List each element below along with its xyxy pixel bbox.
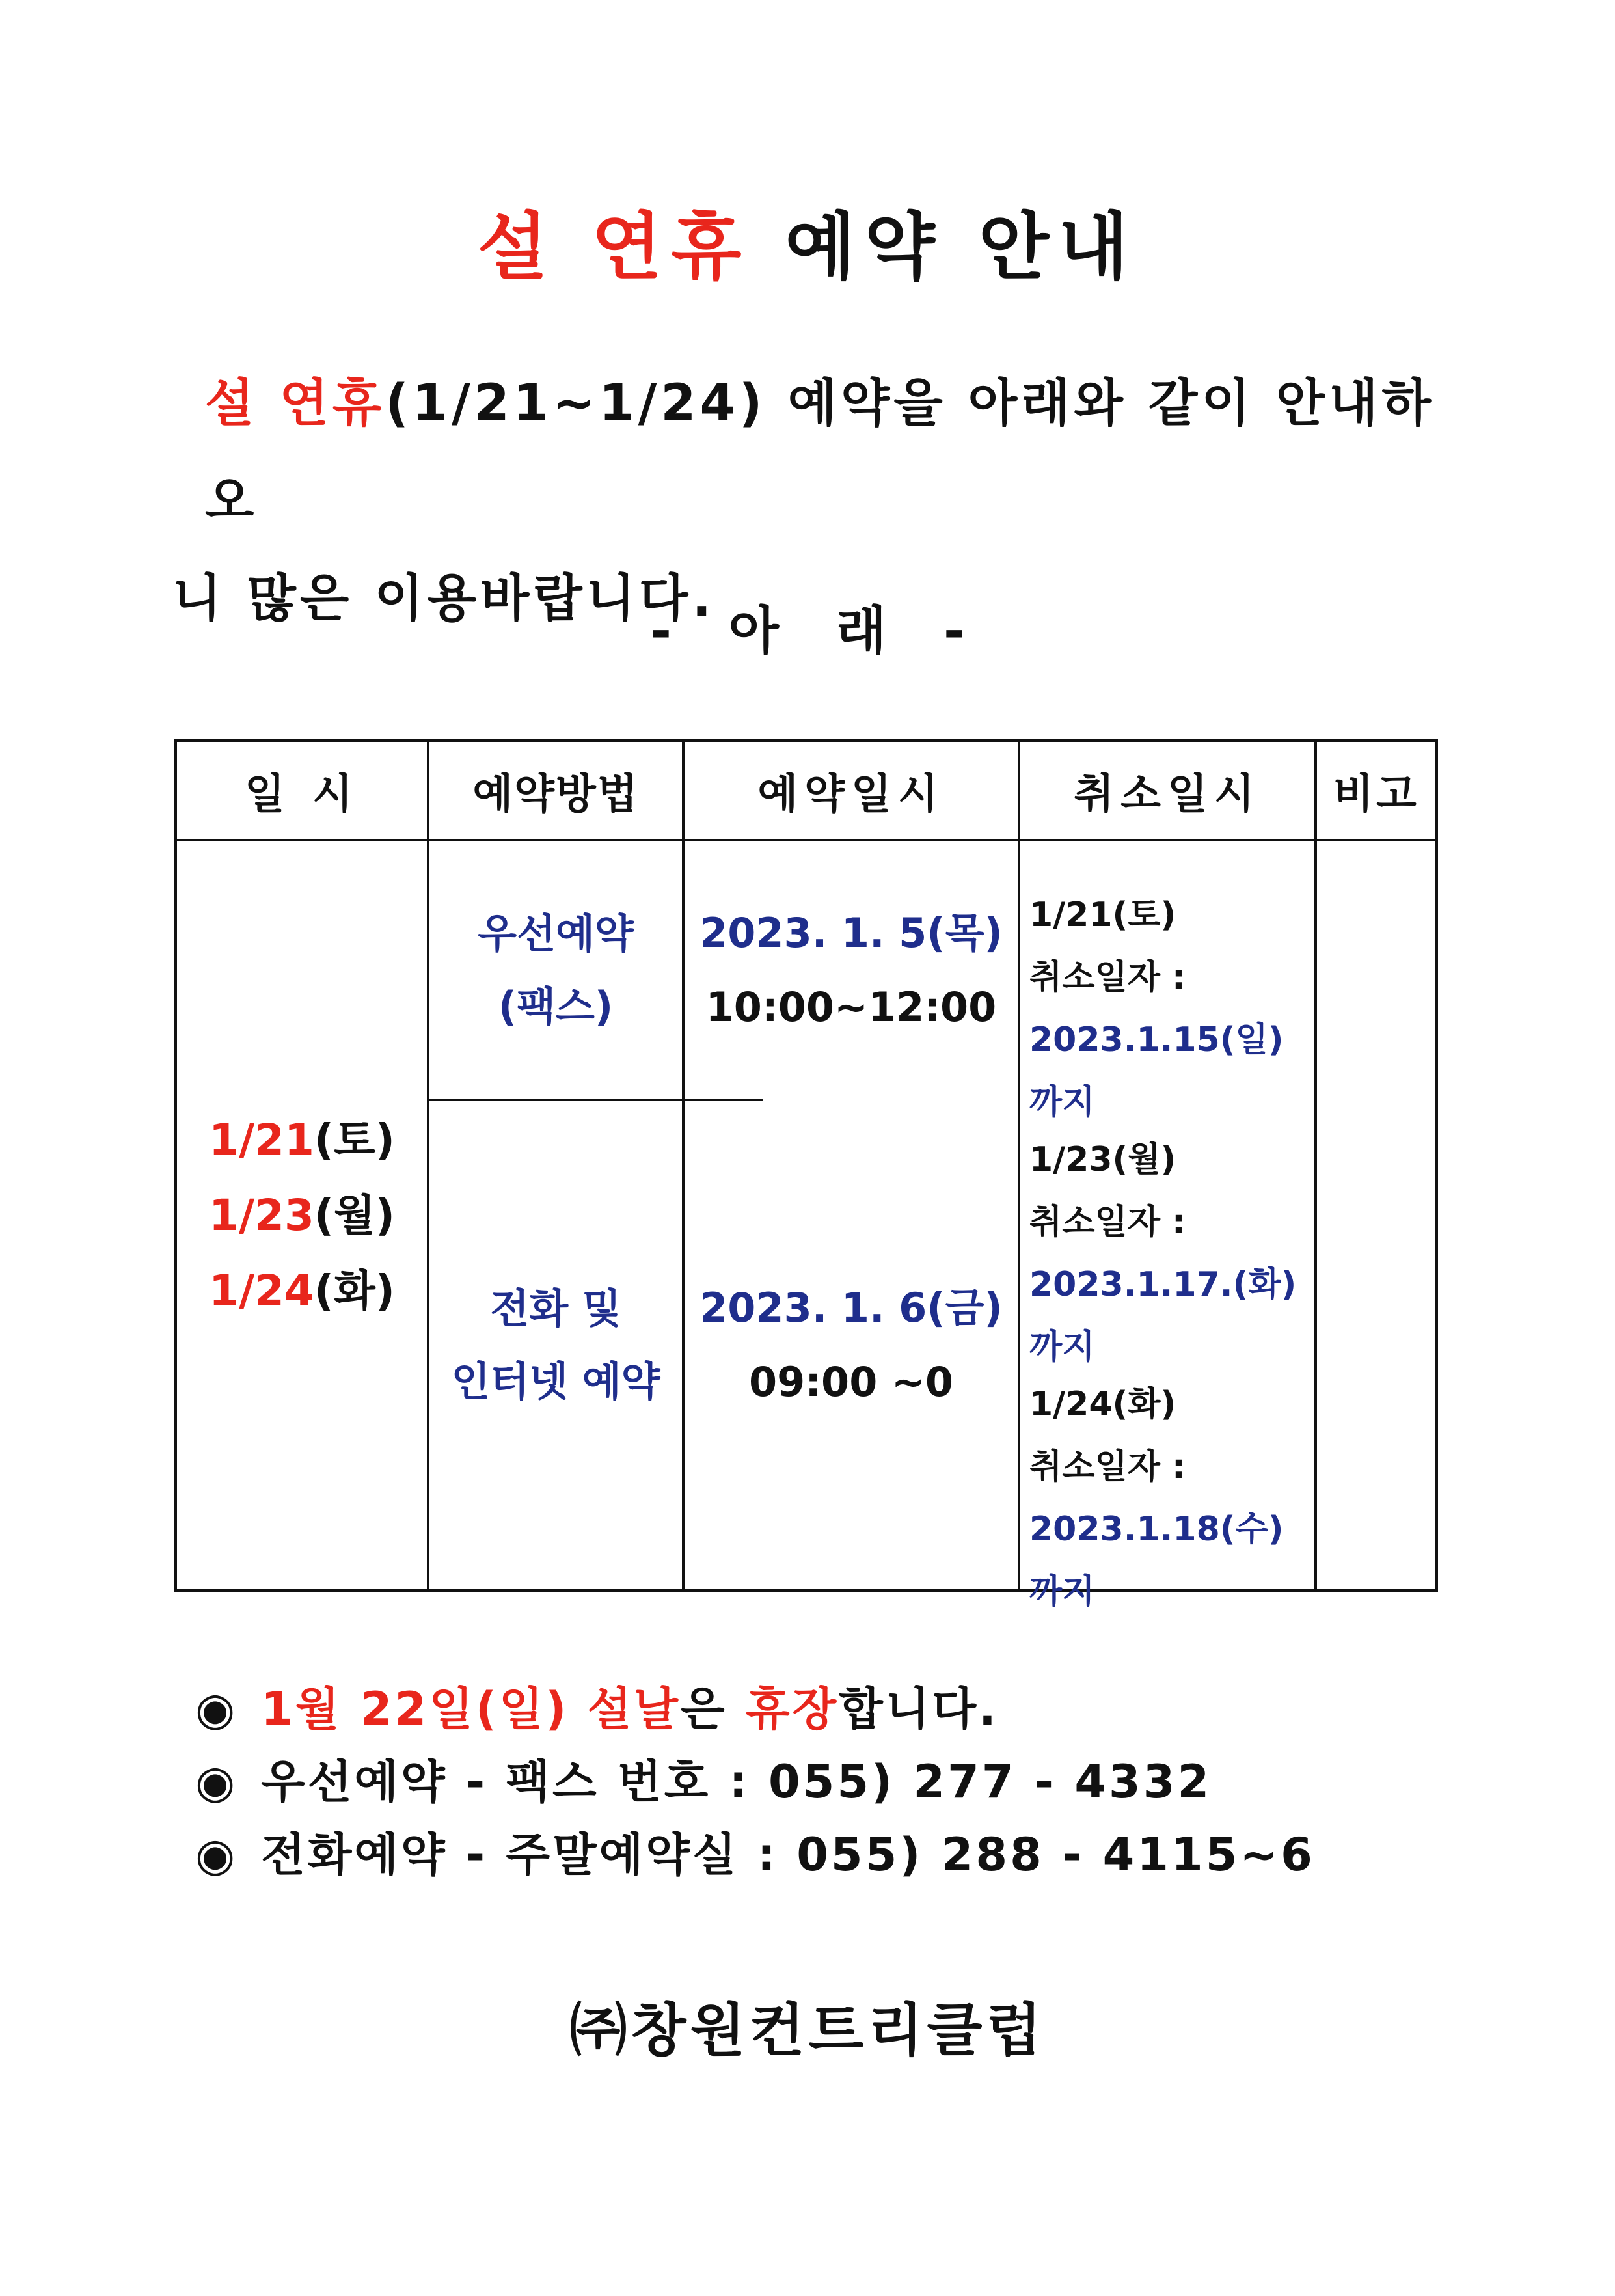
below-label: - 아 래 -: [649, 601, 966, 661]
title-rest: 예약 안내: [750, 205, 1138, 290]
method-priority-line-2: (팩스): [498, 982, 614, 1030]
date-0124-weekday: (화): [314, 1265, 395, 1316]
date-0124-day: 1/24: [209, 1265, 314, 1316]
date-0121-weekday: (토): [314, 1114, 395, 1165]
header-datetime: 일 시: [245, 770, 359, 819]
date-0124: [209, 1253, 395, 1329]
bullet-icon: ◉: [195, 1828, 238, 1881]
intro-line-2: 니 많은 이용바랍니다.: [172, 569, 716, 628]
note-closure-date: 1월 22일(일) 설날: [261, 1682, 681, 1736]
booking-date-priority-day: 2023. 1. 5(목): [699, 909, 1003, 957]
bullet-icon: ◉: [195, 1682, 238, 1736]
date-0121: [209, 1102, 395, 1178]
note-closure-particle: 은: [681, 1682, 746, 1736]
company-name: ㈜창원컨트리클럽: [569, 1997, 1046, 2064]
note-phone-text: 전화예약 - 주말예약실 : 055) 288 - 4115~6: [261, 1828, 1315, 1881]
date-0123-weekday: (월): [314, 1190, 395, 1240]
method-priority: [429, 841, 682, 1099]
table-border-right: [1435, 739, 1438, 1592]
booking-date-phone: [685, 1101, 1018, 1589]
cancel-0124-until: 2023.1.18(수)까지: [1029, 1510, 1284, 1611]
table-col-divider-3: [1018, 739, 1020, 1592]
note-closure-word: 휴장: [746, 1682, 839, 1736]
holiday-dates: [177, 841, 427, 1589]
bullet-icon: ◉: [195, 1755, 238, 1809]
header-cancel-date: 취소일시: [1074, 770, 1261, 819]
intro-line-1: [172, 355, 1467, 550]
method-priority-line-1: 우선예약: [478, 909, 634, 957]
cancel-0123-label: 취소일자 :: [1029, 1203, 1186, 1242]
cancel-0124-day: 1/24(화): [1029, 1385, 1176, 1424]
intro-line-1-text: (1/21~1/24) 예약을 아래와 같이 안내하오: [205, 374, 1435, 530]
note-closure: [195, 1673, 1464, 1745]
cancel-0123-until: 2023.1.17.(화)까지: [1029, 1265, 1297, 1367]
cancel-block-0124: [1029, 1373, 1316, 1623]
header-method: 예약방법: [472, 770, 639, 819]
page-title: [0, 189, 1615, 294]
method-phone-line-1: 전화 및: [490, 1285, 621, 1332]
date-0123-day: 1/23: [209, 1190, 314, 1240]
title-highlight: 설 연휴: [477, 205, 751, 290]
date-0121-day: 1/21: [209, 1114, 314, 1165]
booking-date-priority: [685, 841, 1018, 1099]
note-phone: [195, 1818, 1464, 1891]
note-fax-text: 우선예약 - 팩스 번호 : 055) 277 - 4332: [261, 1755, 1212, 1809]
cancel-0124-label: 취소일자 :: [1029, 1447, 1186, 1486]
cancel-block-0123: [1029, 1128, 1316, 1378]
method-phone-internet: [429, 1101, 682, 1589]
reservation-table: [174, 739, 1438, 1611]
method-phone-line-2: 인터넷 예약: [451, 1358, 660, 1405]
cancel-0123-day: 1/23(월): [1029, 1140, 1176, 1179]
booking-date-priority-time: 10:00~12:00: [705, 983, 997, 1031]
cancel-block-0121: [1029, 884, 1316, 1134]
header-booking-date: 예약일시: [757, 770, 945, 819]
booking-date-phone-day: 2023. 1. 6(금): [699, 1284, 1003, 1332]
intro-highlight: 설 연휴: [205, 374, 386, 433]
note-closure-end: 합니다.: [839, 1682, 999, 1736]
header-remarks: 비고: [1333, 770, 1419, 819]
remarks-cell: [1317, 841, 1435, 1589]
date-0123: [209, 1178, 395, 1253]
note-fax: [195, 1745, 1464, 1818]
booking-date-phone-time: 09:00 ~0: [748, 1358, 954, 1406]
cancel-0121-day: 1/21(토): [1029, 895, 1176, 935]
cancel-0121-label: 취소일자 :: [1029, 958, 1186, 997]
notes: [195, 1673, 1464, 1891]
cancel-0121-until: 2023.1.15(일)까지: [1029, 1020, 1284, 1122]
